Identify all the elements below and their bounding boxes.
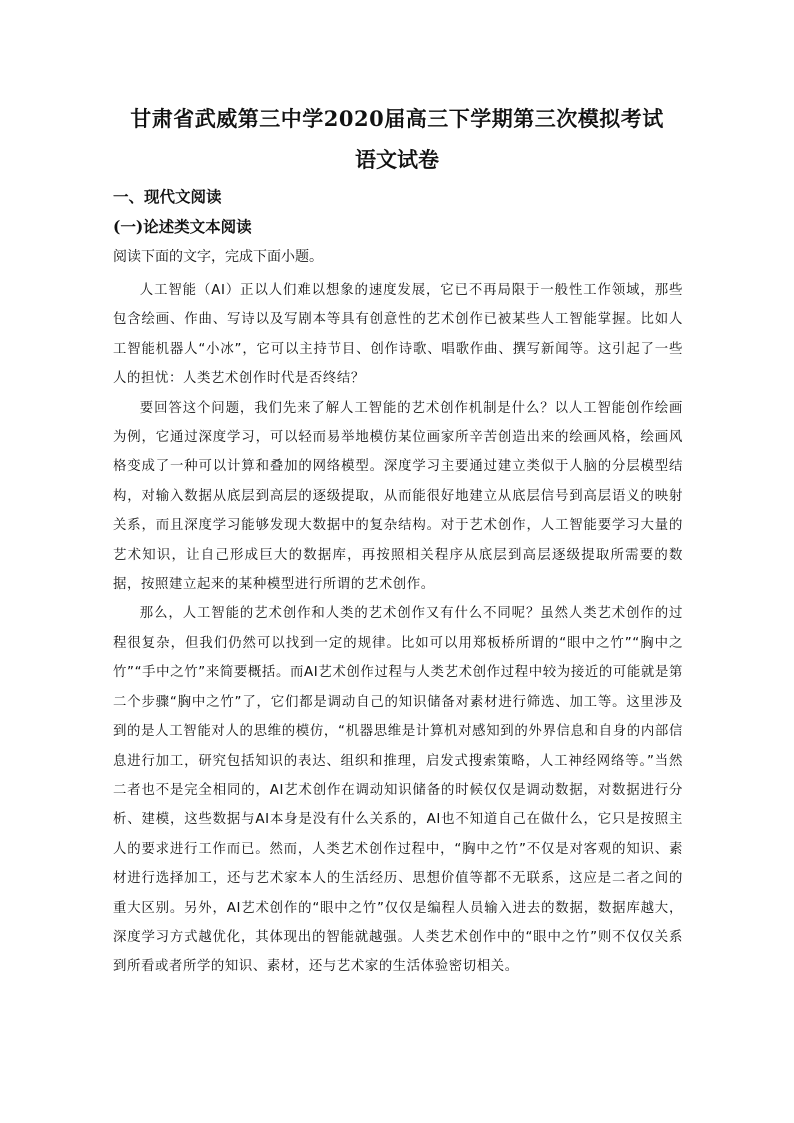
- passage-body: [113, 276, 683, 982]
- section-heading: 一、现代文阅读: [113, 187, 222, 206]
- paragraph: 那么，人工智能的艺术创作和人类的艺术创作又有什么不同呢？虽然人类艺术创作的过程很复杂，但我们仍然可以找到一定的规律。比如可以用郑板桥所谓的“眼中之竹”“胸中之竹”“手中之竹”来简要概括。而AI艺术创作过程与人类艺术创作过程中较为接近的可能就是第二个步骤“胸中之竹”了，它们都是调动自己的知识储备对素材进行筛选、加工等。这里涉及到的是人工智能对人的思维的模仿，“机器思维是计算机对感知到的外界信息和自身的内部信息进行加工，研究包括知识的表达、组织和推理，启发式搜索策略，人工神经网络等。”当然二者也不是完全相同的，AI艺术创作在调动知识储备的时候仅仅是调动数据，对数据进行分析、建模，这些数据与AI本身是没有什么关系的，AI也不知道自己在做什么，它只是按照主人的要求进行工作而已。然而，人类艺术创作过程中，“胸中之竹”不仅是对客观的知识、素材进行选择加工，还与艺术家本人的生活经历、思想价值等都不无联系，这应是二者之间的重大区别。另外，AI艺术创作的“眼中之竹”仅仅是编程人员输入进去的数据，数据库越大，深度学习方式越优化，其体现出的智能就越强。人类艺术创作中的“眼中之竹”则不仅仅关系到所看或者所学的知识、素材，还与艺术家的生活体验密切相关。: [113, 606, 683, 975]
- paragraph: 人工智能（AI）正以人们难以想象的速度发展，它已不再局限于一般性工作领域，那些包含绘画、作曲、写诗以及写剧本等具有创意性的艺术创作已被某些人工智能掌握。比如人工智能机器人“小冰”，它可以主持节目、创作诗歌、唱歌作曲、撰写新闻等。这引起了一些人的担忧：人类艺术创作时代是否终结？: [113, 283, 683, 387]
- document-subtitle: 语文试卷: [355, 147, 439, 172]
- subsection-heading: (一)论述类文本阅读: [113, 217, 252, 236]
- document-title: 甘肃省武威第三中学2020届高三下学期第三次模拟考试: [130, 106, 664, 131]
- instruction-text: 阅读下面的文字，完成下面小题。: [113, 249, 323, 265]
- paragraph: 要回答这个问题，我们先来了解人工智能的艺术创作机制是什么？以人工智能创作绘画为例，它通过深度学习，可以轻而易举地模仿某位画家所辛苦创造出来的绘画风格，绘画风格变成了一种可以计算和叠加的网络模型。深度学习主要通过建立类似于人脑的分层模型结构，对输入数据从底层到高层的逐级提取，从而能很好地建立从底层信号到高层语义的映射关系，而且深度学习能够发现大数据中的复杂结构。对于艺术创作，人工智能要学习大量的艺术知识，让自己形成巨大的数据库，再按照相关程序从底层到高层逐级提取所需要的数据，按照建立起来的某种模型进行所谓的艺术创作。: [113, 400, 683, 593]
